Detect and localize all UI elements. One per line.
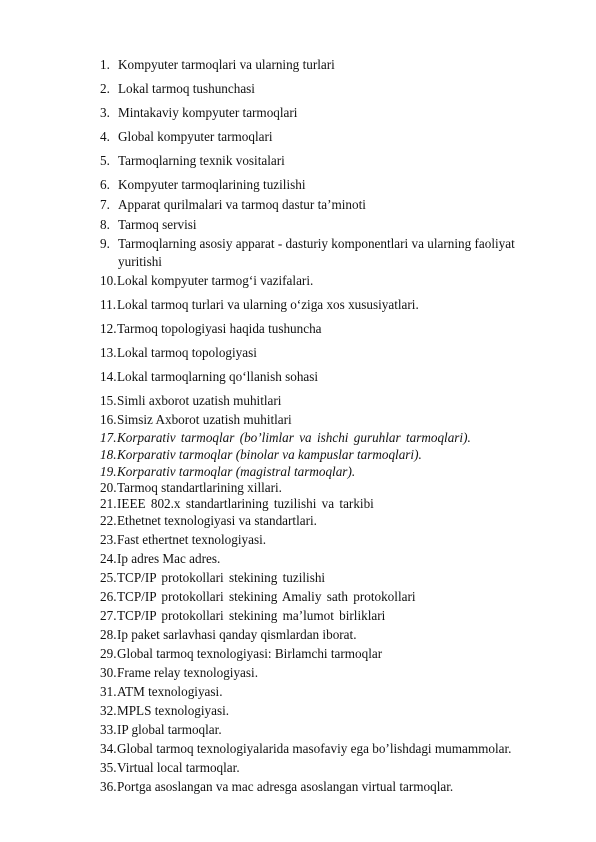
list-item (100, 570, 325, 585)
item-number: 27. (100, 608, 117, 623)
item-number: 21. (100, 496, 117, 511)
list-item (100, 345, 257, 360)
item-number: 28. (100, 627, 117, 642)
item-text: Simsiz Axborot uzatish muhitlari (117, 412, 292, 427)
list-item (100, 129, 273, 144)
item-text: Ethetnet texnologiyasi va standartlari. (117, 513, 317, 528)
item-number: 17. (100, 430, 117, 445)
item-number: 6. (100, 177, 110, 192)
item-number: 16. (100, 412, 117, 427)
item-text: Global tarmoq texnologiyalarida masofaviy ega bo’lishdagi mumammolar. (117, 741, 512, 756)
list-item (100, 297, 419, 312)
item-text: TCP/IP protokollari stekining tuzilishi (117, 570, 326, 585)
item-text: Tarmoq standartlarining xillari. (117, 480, 282, 495)
item-number: 26. (100, 589, 117, 604)
item-text: MPLS texnologiyasi. (117, 703, 230, 718)
item-number: 18. (100, 447, 117, 462)
list-item (100, 447, 422, 462)
list-item (100, 177, 306, 192)
item-number: 22. (100, 513, 117, 528)
item-text: Virtual local tarmoqlar. (117, 760, 240, 775)
item-text: Global tarmoq texnologiyasi: Birlamchi tarmoqlar (117, 646, 383, 661)
item-text: IEEE 802.x standartlarining tuzilishi va tarkibi (117, 496, 374, 511)
item-number: 13. (100, 345, 117, 360)
item-text: Simli axborot uzatish muhitlari (117, 393, 282, 408)
item-number: 31. (100, 684, 117, 699)
list-item (100, 480, 282, 495)
list-item (100, 81, 255, 96)
item-number: 15. (100, 393, 117, 408)
list-item (100, 684, 223, 699)
item-number: 34. (100, 741, 117, 756)
list-item (100, 646, 382, 661)
list-item (100, 722, 222, 737)
item-text: Kompyuter tarmoqlari va ularning turlari (118, 57, 335, 72)
item-text: ATM texnologiyasi. (117, 684, 223, 699)
item-text: Tarmoq topologiyasi haqida tushuncha (117, 321, 322, 336)
list-item (100, 608, 385, 623)
item-number: 30. (100, 665, 117, 680)
item-text: Lokal tarmoqlarning qo‘llanish sohasi (117, 369, 319, 384)
list-item (100, 217, 197, 232)
list-item (100, 105, 297, 120)
item-number: 23. (100, 532, 117, 547)
item-number: 7. (100, 197, 110, 212)
item-number: 5. (100, 153, 110, 168)
item-number: 29. (100, 646, 117, 661)
item-text: Fast ethertnet texnologiyasi. (117, 532, 267, 547)
item-text: Frame relay texnologiyasi. (117, 665, 258, 680)
list-item (100, 412, 292, 427)
item-text: IP global tarmoqlar. (117, 722, 222, 737)
item-number: 24. (100, 551, 117, 566)
item-text: Korparativ tarmoqlar (binolar va kampuslar tarmoqlari). (117, 447, 422, 462)
item-number: 19. (100, 464, 117, 479)
list-item (100, 393, 281, 408)
item-number: 2. (100, 81, 110, 96)
list-item (100, 532, 266, 547)
item-number: 35. (100, 760, 117, 775)
item-text: Ip paket sarlavhasi qanday qismlardan iborat. (117, 627, 357, 642)
list-item (100, 665, 258, 680)
item-text: Ip adres Mac adres. (117, 551, 221, 566)
item-text: Kompyuter tarmoqlarining tuzilishi (118, 177, 306, 192)
item-number: 32. (100, 703, 117, 718)
item-number: 1. (100, 57, 110, 72)
item-text: Lokal kompyuter tarmog‘i vazifalari. (117, 273, 314, 288)
item-text: Tarmoqlarning asosiy apparat - dasturiy komponentlari va ularning faoliyat yuritishi (118, 236, 515, 269)
list-item (100, 197, 366, 212)
list-item (100, 321, 322, 336)
item-text: TCP/IP protokollari stekining ma’lumot birliklari (117, 608, 386, 623)
item-text: Mintakaviy kompyuter tarmoqlari (118, 105, 298, 120)
list-item (100, 57, 335, 72)
list-item (100, 496, 374, 511)
item-number: 3. (100, 105, 110, 120)
item-text: Lokal tarmoq topologiyasi (117, 345, 257, 360)
list-item (100, 513, 317, 528)
item-number: 11. (100, 297, 116, 312)
item-text: Tarmoq servisi (118, 217, 197, 232)
list-item (100, 627, 357, 642)
item-number: 12. (100, 321, 117, 336)
list-item (100, 779, 453, 794)
list-item (100, 235, 548, 271)
list-item (100, 464, 355, 479)
item-text: Lokal tarmoq turlari va ularning o‘ziga xos xususiyatlari. (117, 297, 419, 312)
list-item (100, 273, 313, 288)
list-item (100, 760, 240, 775)
item-number: 10. (100, 273, 117, 288)
item-text: Tarmoqlarning texnik vositalari (118, 153, 285, 168)
list-item (100, 369, 318, 384)
item-text: Apparat qurilmalari va tarmoq dastur ta’minoti (118, 197, 366, 212)
list-item (100, 589, 416, 604)
item-number: 4. (100, 129, 110, 144)
item-number: 20. (100, 480, 117, 495)
item-text: Korparativ tarmoqlar (bo’limlar va ishchi guruhlar tarmoqlari). (117, 430, 471, 445)
item-number: 33. (100, 722, 117, 737)
item-text: Portga asoslangan va mac adresga asoslangan virtual tarmoqlar. (117, 779, 454, 794)
list-item (100, 703, 229, 718)
item-text: Lokal tarmoq tushunchasi (118, 81, 255, 96)
list-item (100, 551, 220, 566)
list-item (100, 741, 511, 756)
item-text: TCP/IP protokollari stekining Amaliy sath protokollari (117, 589, 416, 604)
list-item (100, 153, 285, 168)
item-number: 8. (100, 217, 110, 232)
item-number: 25. (100, 570, 117, 585)
item-number: 14. (100, 369, 117, 384)
item-number: 36. (100, 779, 117, 794)
item-number: 9. (100, 236, 110, 251)
list-item (100, 430, 471, 445)
item-text: Korparativ tarmoqlar (magistral tarmoqlar). (117, 464, 356, 479)
item-text: Global kompyuter tarmoqlari (118, 129, 273, 144)
